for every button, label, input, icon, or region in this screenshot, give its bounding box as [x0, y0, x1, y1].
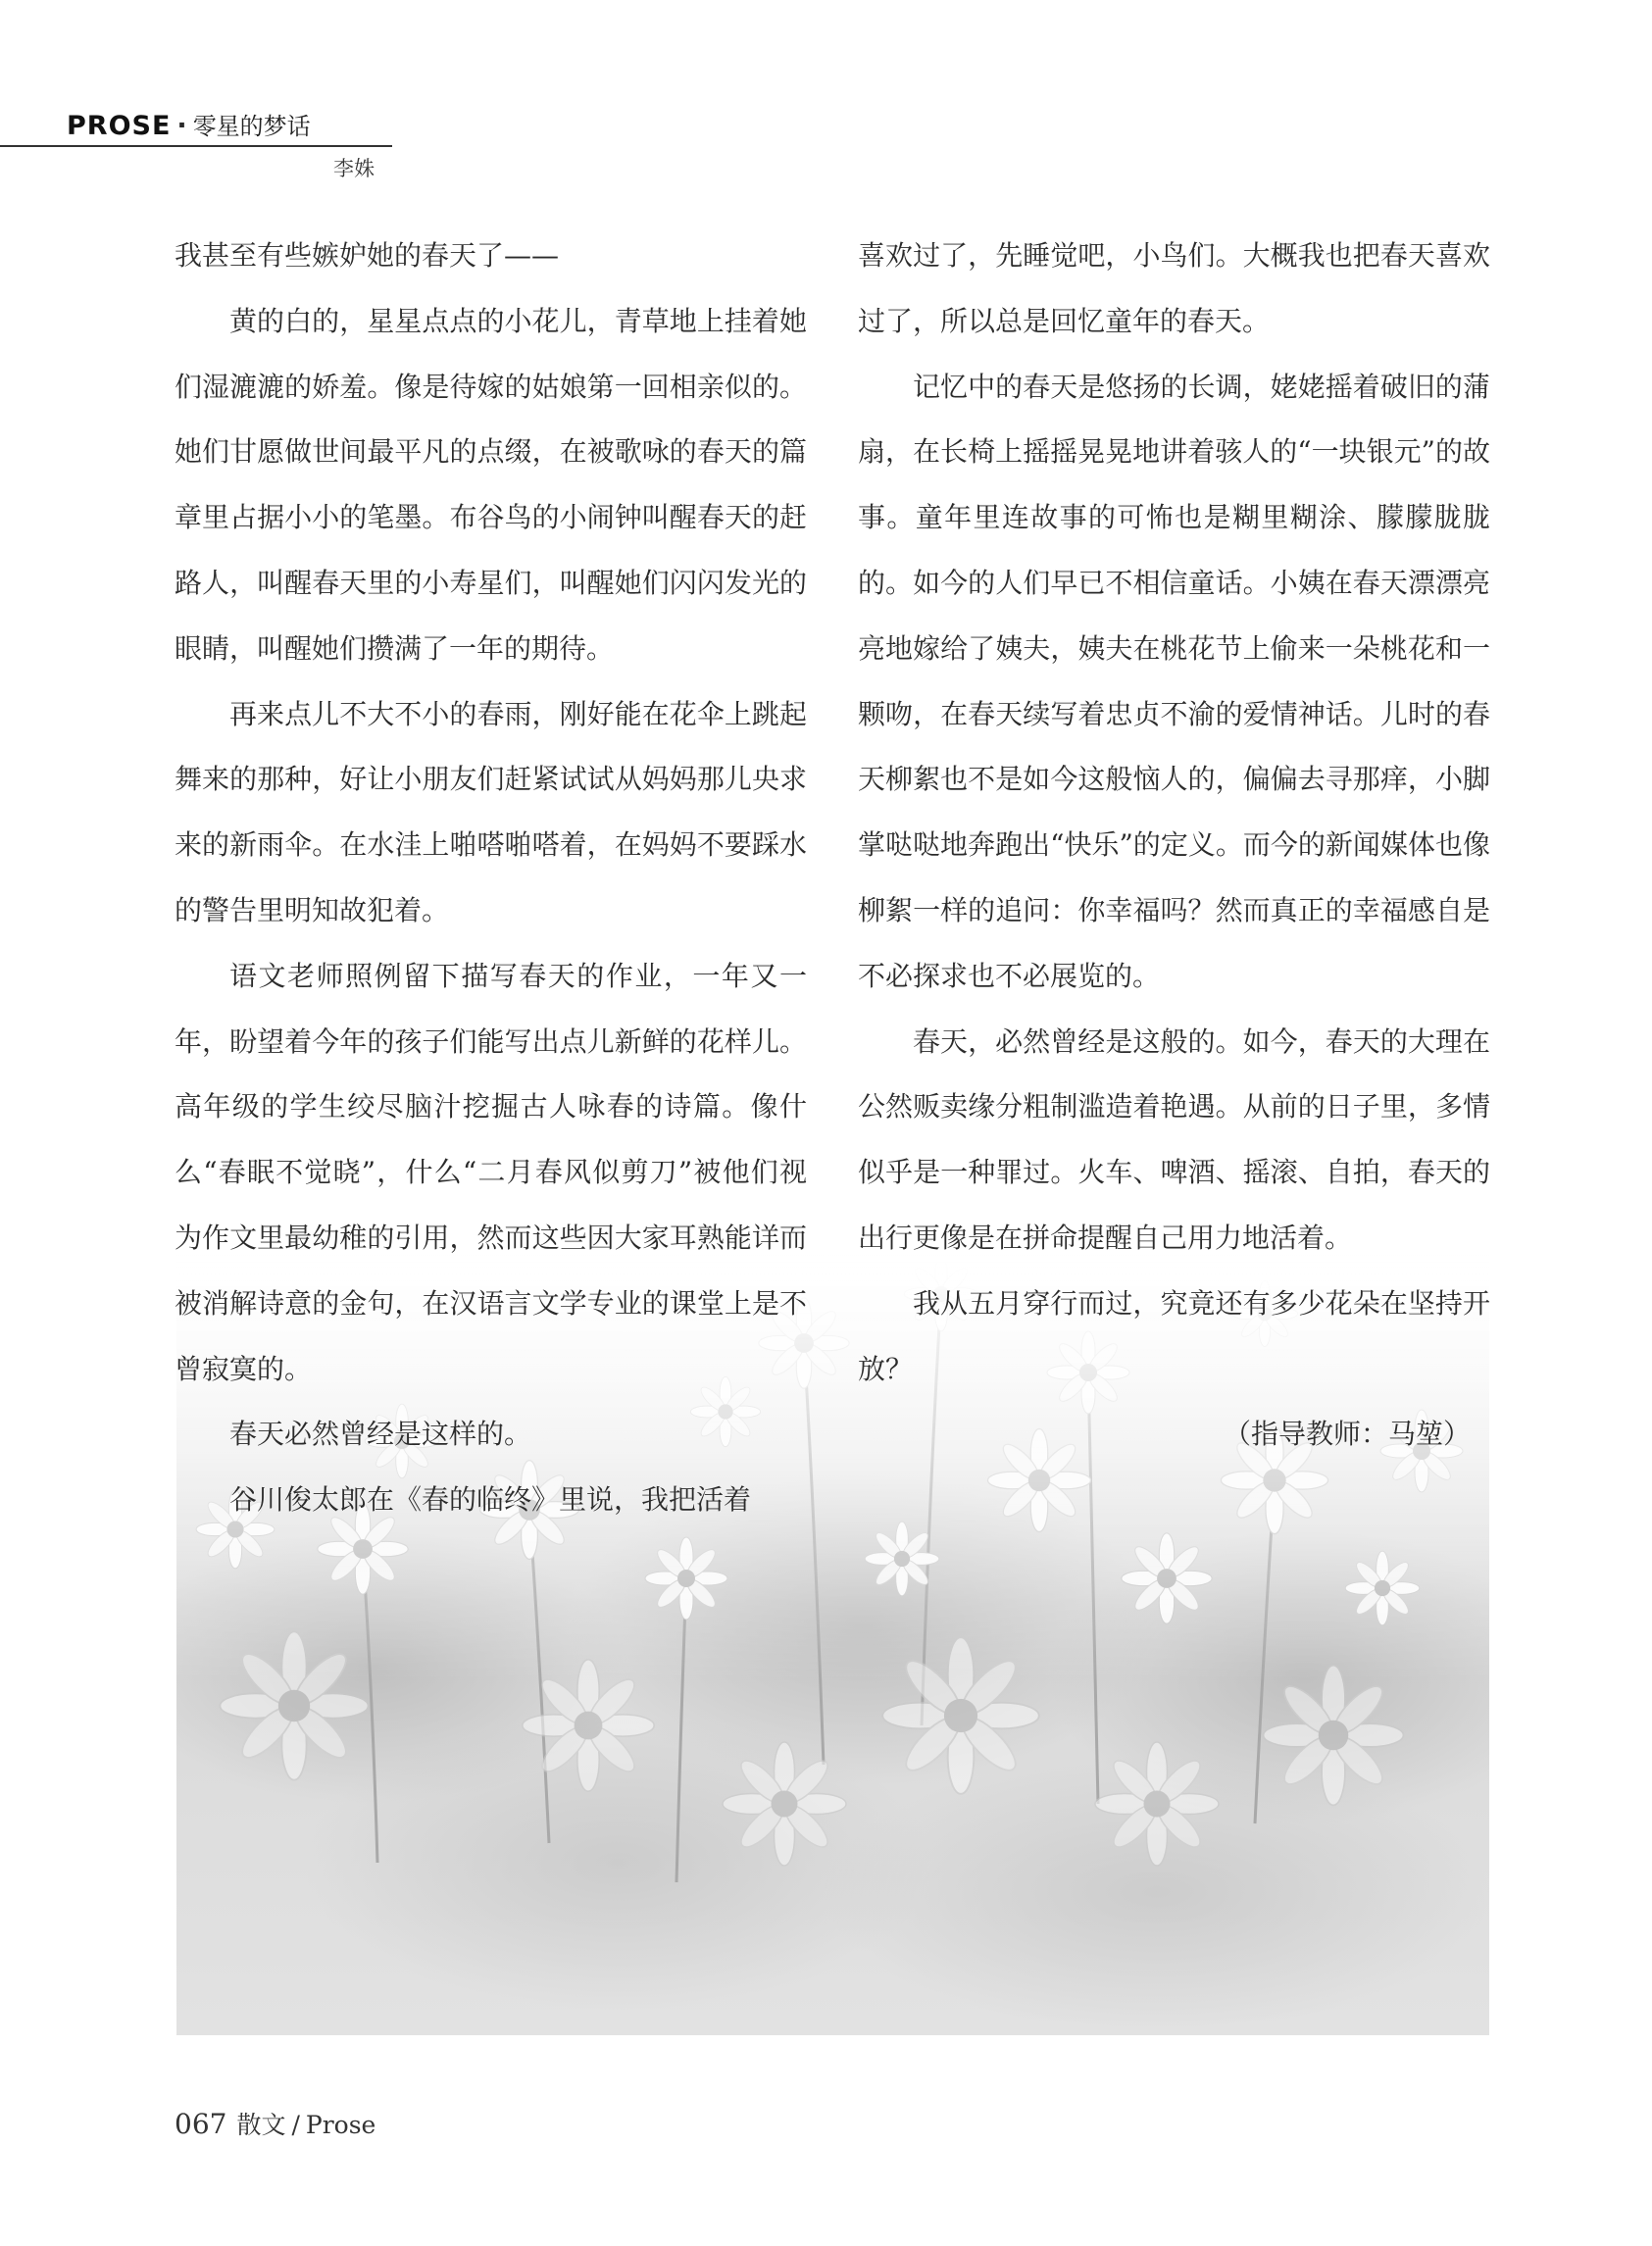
paragraph: 谷川俊太郎在《春的临终》里说，我把活着: [229, 1483, 752, 1517]
article-title: 零星的梦话: [192, 113, 311, 140]
paragraph: 我从五月穿行而过，究竟还有多少花朵在坚持开放？: [858, 1286, 1490, 1385]
author-name: 李姝: [333, 157, 375, 180]
section-label: PROSE: [67, 111, 172, 141]
paragraph: 春天必然曾经是这样的。: [229, 1418, 532, 1451]
magazine-name-cn: 散文: [236, 2111, 286, 2139]
page-number: 067: [175, 2108, 227, 2140]
header-title: [67, 110, 311, 143]
header-separator: ·: [176, 111, 187, 141]
magazine-name-en: Prose: [305, 2111, 376, 2139]
paragraph: 记忆中的春天是悠扬的长调，姥姥摇着破旧的蒲扇，在长椅上摇摇晃晃地讲着骇人的“一块银元”的故事。童年里连故事的可怖也是糊里糊涂、朦朦胧胧的。如今的人们早已不相信童话。小姨在春天漂漂亮亮地嫁给了姨夫，姨夫在桃花节上偷来一朵桃花和一颗吻，在春天续写着忠贞不渝的爱情神话。儿时的春天柳絮也不是如今这般恼人的，偏偏去寻那痒，小脚掌哒哒地奔跑出“快乐”的定义。而今的新闻媒体也像柳絮一样的追问：你幸福吗？然而真正的幸福感自是不必探求也不必展览的。: [858, 370, 1490, 992]
paragraph: 喜欢过了，先睡觉吧，小鸟们。大概我也把春天喜欢过了，所以总是回忆童年的春天。: [858, 239, 1490, 337]
header-rule: [0, 145, 392, 147]
advisor-credit: （指导教师：马堃）: [1223, 1418, 1471, 1451]
page-header: [0, 110, 392, 188]
page-footer: [175, 2106, 375, 2141]
paragraph: 春天，必然曾经是这般的。如今，春天的大理在公然贩卖缘分粗制滥造着艳遇。从前的日子里，多情似乎是一种罪过。火车、啤酒、摇滚、自拍，春天的出行更像是在拼命提醒自己用力地活着。: [858, 1024, 1490, 1254]
paragraph: 我甚至有些嫉妒她的春天了——: [175, 239, 560, 272]
paragraph: 再来点儿不大不小的春雨，刚好能在花伞上跳起舞来的那种，好让小朋友们赶紧试试从妈妈那儿央求来的新雨伞。在水洼上啪嗒啪嗒着，在妈妈不要踩水的警告里明知故犯着。: [175, 697, 807, 926]
footer-slash: /: [291, 2111, 300, 2139]
paragraph: 语文老师照例留下描写春天的作业，一年又一年，盼望着今年的孩子们能写出点儿新鲜的花样儿。高年级的学生绞尽脑汁挖掘古人咏春的诗篇。像什么“春眠不觉晓”，什么“二月春风似剪刀”被他们视为作文里最幼稚的引用，然而这些因大家耳熟能详而被消解诗意的金句，在汉语言文学专业的课堂上是不曾寂寞的。: [175, 959, 807, 1385]
left-column: [175, 224, 807, 1533]
paragraph: 黄的白的，星星点点的小花儿，青草地上挂着她们湿漉漉的娇羞。像是待嫁的姑娘第一回相亲似的。她们甘愿做世间最平凡的点缀，在被歌咏的春天的篇章里占据小小的笔墨。布谷鸟的小闹钟叫醒春天的赶路人，叫醒春天里的小寿星们，叫醒她们闪闪发光的眼睛，叫醒她们攒满了一年的期待。: [175, 304, 807, 665]
right-column: [858, 224, 1490, 1468]
